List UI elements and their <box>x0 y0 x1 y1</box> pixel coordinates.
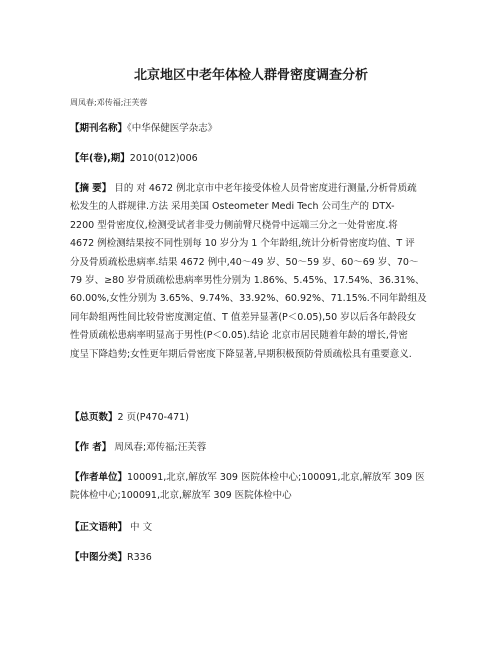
classification-field <box>70 549 440 567</box>
authors-label: 【作 者】 <box>70 442 112 453</box>
abstract-line: 60.00%,女性分别为 3.65%、9.74%、33.92%、60.92%、71.15%.不同年龄组及 <box>70 293 427 305</box>
affiliation-field <box>70 469 440 506</box>
abstract-line: 2200 型骨密度仪,检测受试者非受力侧前臂尺桡骨中远端三分之一处骨密度.将 <box>70 219 398 231</box>
language-label: 【正文语种】 <box>70 522 128 533</box>
language-value: 中 文 <box>130 522 153 533</box>
issue-value: 2010(012)006 <box>129 153 198 164</box>
abstract-line: 同年龄组两性间比较骨密度测定值、T 值差异显著(P＜0.05),50 岁以后各年龄段女 <box>70 311 417 323</box>
abstract-field <box>70 180 440 364</box>
authors-value: 周凤春;邓传福;汪芙蓉 <box>114 442 207 453</box>
abstract-line: 度呈下降趋势;女性更年期后骨密度下降显著,早期积极预防骨质疏松具有重要意义. <box>70 348 412 360</box>
issue-field <box>70 150 440 168</box>
abstract-line: 松发生的人群规律.方法 采用美国 Osteometer Medi Tech 公司生产的 DTX- <box>70 201 395 213</box>
article-title: 北京地区中老年体检人群骨密度调查分析 <box>133 68 368 83</box>
affiliation-label: 【作者单位】 <box>70 472 128 483</box>
pages-field <box>70 409 440 427</box>
abstract-label: 【摘 要】 <box>70 183 112 194</box>
abstract-line: 性骨质疏松患病率明显高于男性(P＜0.05).结论 北京市居民随着年龄的增长,骨密 <box>70 330 408 342</box>
language-field <box>70 519 440 537</box>
abstract-line: 79 岁、≥80 岁骨质疏松患病率男性分别为 1.86%、5.45%、17.54%、36.31%、 <box>70 275 425 287</box>
affiliation-line: 院体检中心;100091,北京,解放军 309 医院体检中心 <box>70 490 292 502</box>
journal-field <box>70 120 440 138</box>
issue-label: 【年(卷),期】 <box>70 153 130 164</box>
abstract-line: 分及骨质疏松患病率.结果 4672 例中,40～49 岁、50～59 岁、60～69 岁、70～ <box>70 256 419 268</box>
abstract-line: 4672 例检测结果按不同性别每 10 岁分为 1 个年龄组,统计分析骨密度均值、T 评 <box>70 238 415 250</box>
journal-label: 【期刊名称】 <box>70 123 128 134</box>
journal-value: 《中华保健医学杂志》 <box>127 123 218 134</box>
abstract-line: 【摘 要】 目的 对 4672 例北京市中老年接受体检人员骨密度进行测量,分析骨质疏 <box>70 183 417 194</box>
affiliation-line: 【作者单位】100091,北京,解放军 309 医院体检中心;100091,北京,解放军 309 医 <box>70 472 425 483</box>
authors-field <box>70 439 440 457</box>
authors-line: 周凤春;邓传福;汪芙蓉 <box>70 98 148 107</box>
classification-label: 【中图分类】 <box>70 552 128 563</box>
pages-value: 2 页(P470-471) <box>117 412 189 423</box>
pages-label: 【总页数】 <box>70 412 118 423</box>
classification-value: R336 <box>127 552 152 563</box>
